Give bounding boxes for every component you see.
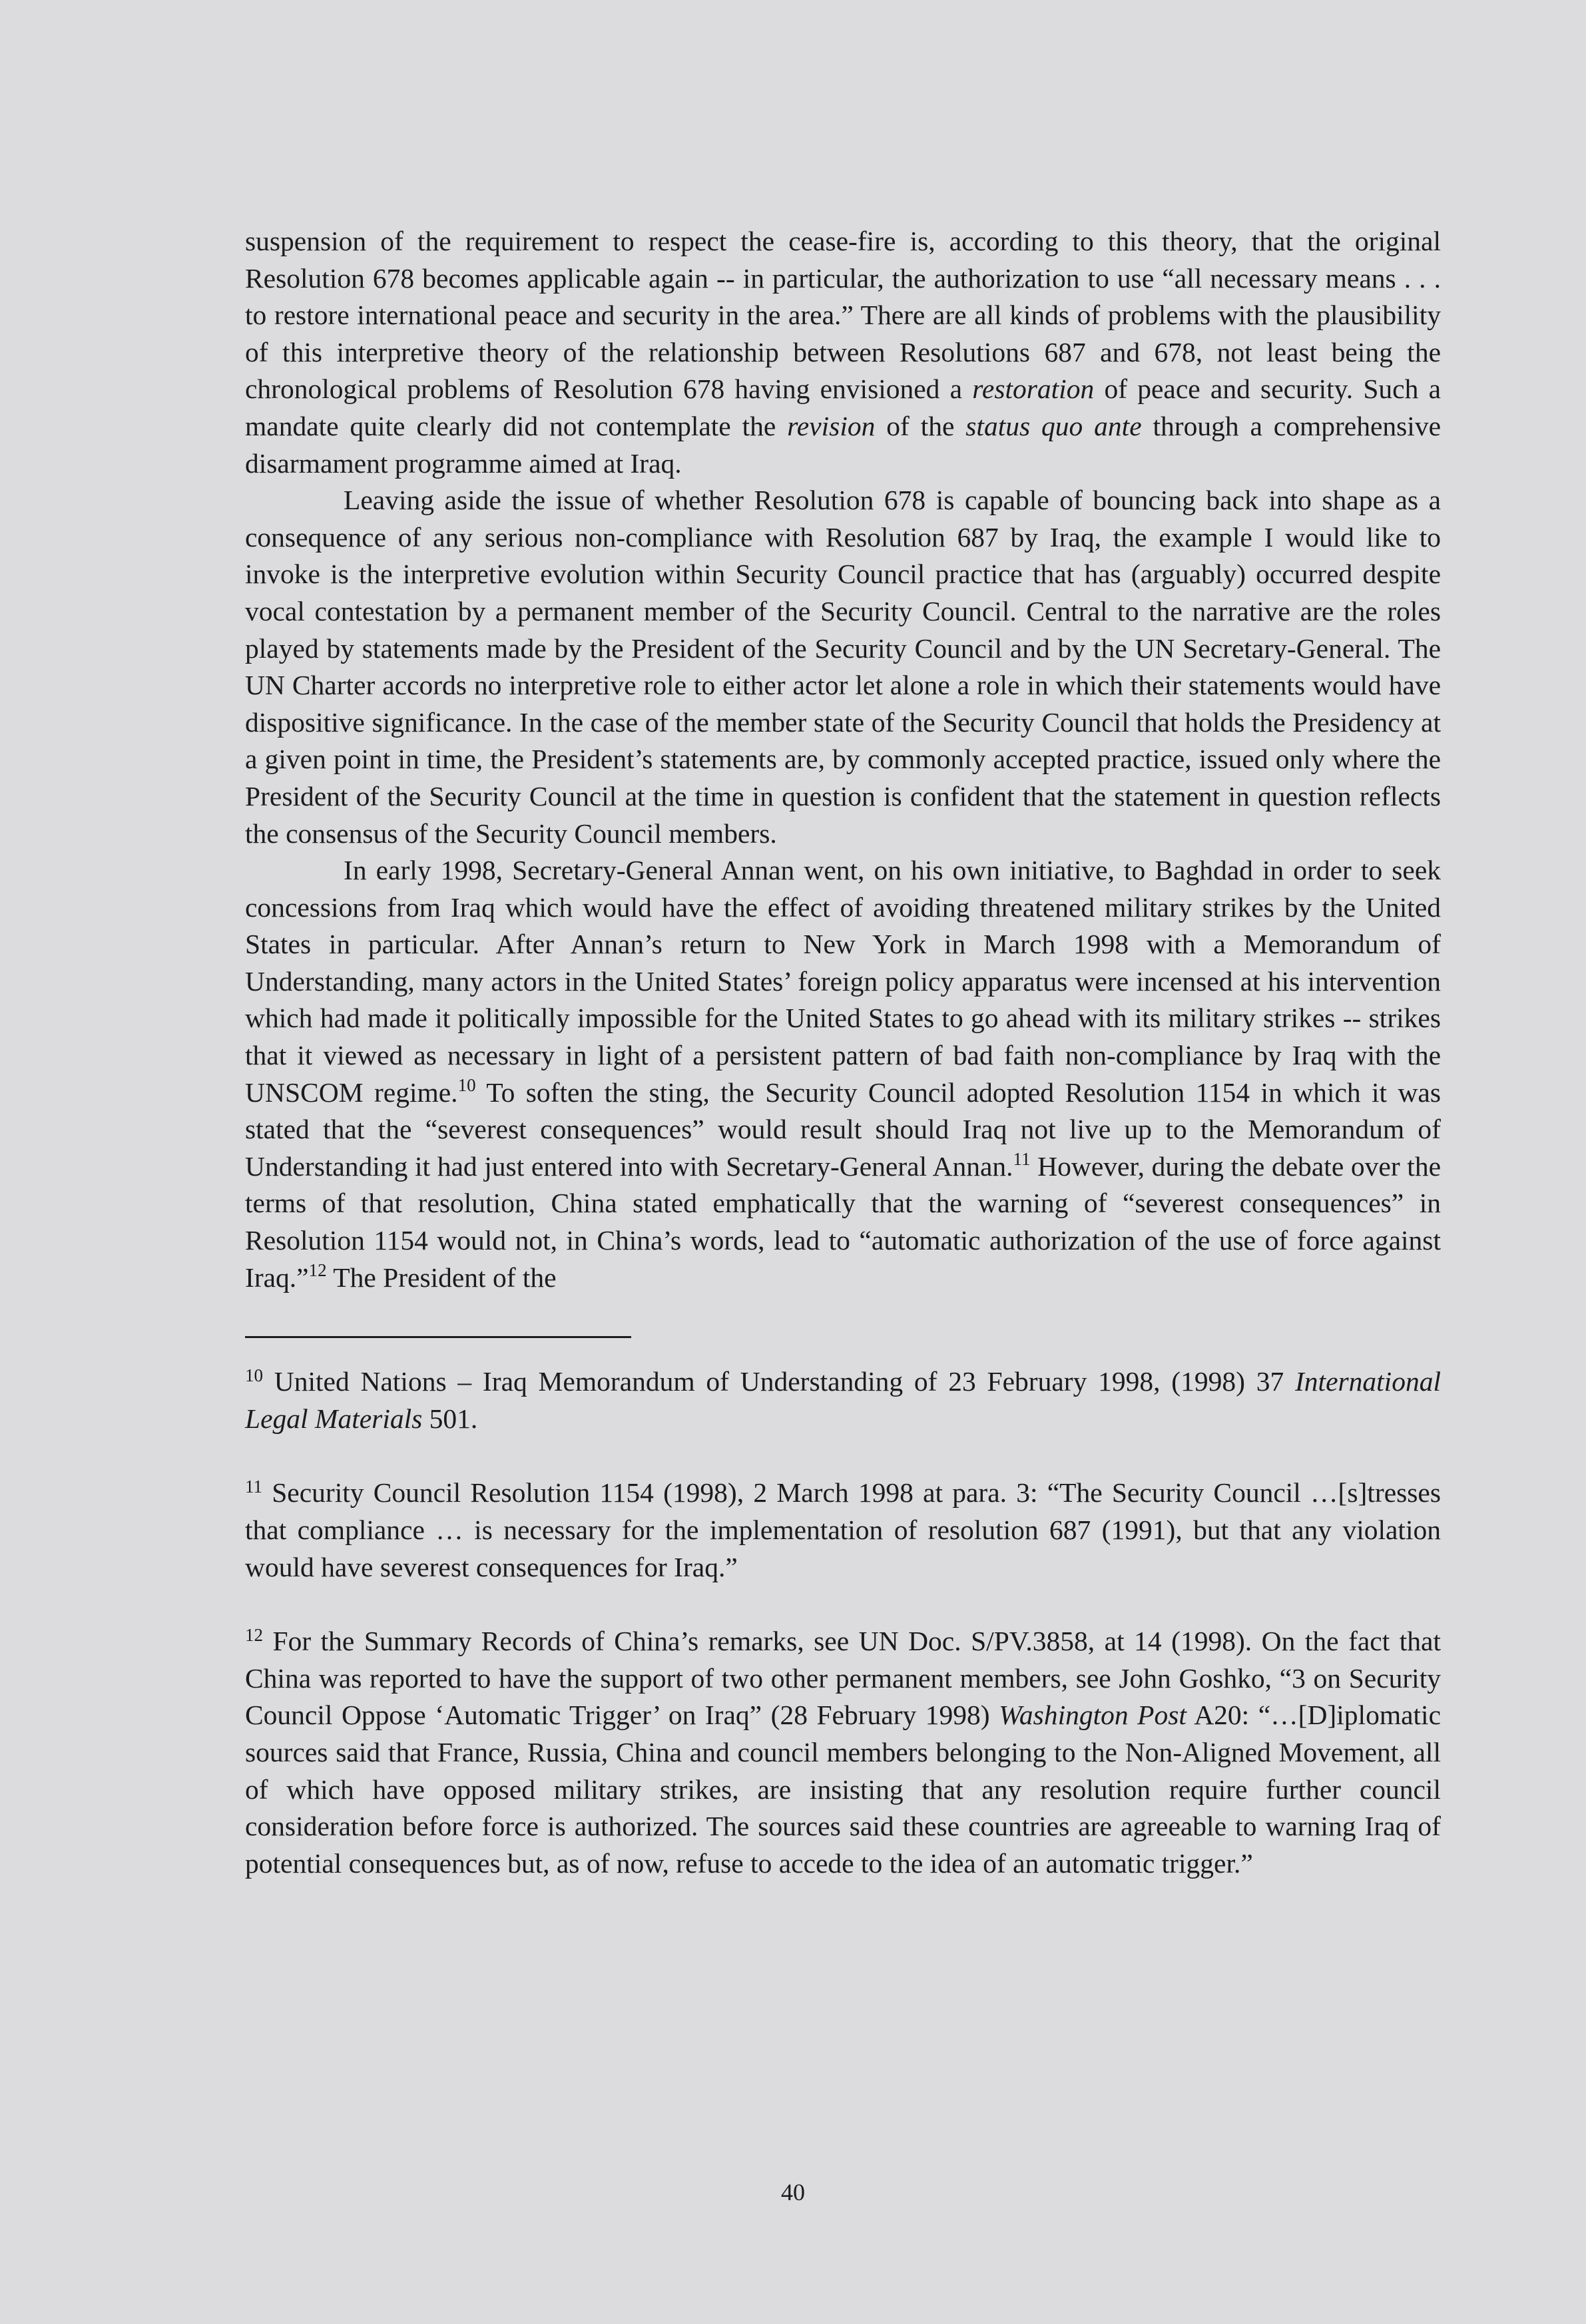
text-run: of peace and security. Such a mandate quite clearly did not contemplate the — [245, 373, 1441, 441]
text-run: To soften the sting, the Security Council adopted Resolution 1154 in which it was stated that the “severest consequences” would result should Iraq not live up to the Memorandum of Understanding it had just entered into with Secretary-General Annan. — [245, 1076, 1441, 1182]
footnote-ref: 11 — [245, 1477, 262, 1497]
footnote-11 — [245, 1475, 1441, 1586]
paragraph-3 — [245, 852, 1441, 1296]
italic-text: International Legal Materials — [245, 1366, 1441, 1434]
page-number: 40 — [781, 2179, 805, 2206]
italic-text: revision — [787, 410, 876, 441]
footnote-separator — [245, 1336, 631, 1338]
text-run: of the — [875, 410, 966, 441]
footnote-ref: 12 — [308, 1260, 327, 1280]
text-run: United Nations – Iraq Memorandum of Understanding of 23 February 1998, (1998) 37 — [263, 1366, 1295, 1397]
text-run: Security Council Resolution 1154 (1998), 2 March 1998 at para. 3: “The Security Council …[s]tresses that compliance … is necessary for the implementation of resolution 687 (1991), but that any violation would have severest consequences for Iraq.” — [245, 1477, 1441, 1582]
text-run: In early 1998, Secretary-General Annan went, on his own initiative, to Baghdad in order to seek concessions from Iraq which would have the effect of avoiding threatened military strikes by the United States in particular. After Annan’s return to New York in March 1998 with a Memorandum of Understanding, many actors in the United States’ foreign policy apparatus were incensed at his intervention which had made it politically impossible for the United States to go ahead with its military strikes -- strikes that it viewed as necessary in light of a persistent pattern of bad faith non-compliance by Iraq with the UNSCOM regime. — [245, 855, 1441, 1108]
italic-text: Washington Post — [999, 1700, 1187, 1731]
text-run: Leaving aside the issue of whether Resolution 678 is capable of bouncing back into shape as a consequence of any serious non-compliance with Resolution 687 by Iraq, the example I would like to invoke is the interpretive evolution within Security Council practice that has (arguably) occurred despite vocal contestation by a permanent member of the Security Council. Central to the narrative are the roles played by statements made by the President of the Security Council and by the UN Secretary-General. The UN Charter accords no interpretive role to either actor let alone a role in which their statements would have dispositive significance. In the case of the member state of the Security Council that holds the Presidency at a given point in time, the President’s statements are, by commonly accepted practice, issued only where the President of the Security Council at the time in question is confident that the statement in question reflects the consensus of the Security Council members. — [245, 485, 1441, 849]
footnote-10 — [245, 1363, 1441, 1437]
text-run: For the Summary Records of China’s remarks, see UN Doc. S/PV.3858, at 14 (1998). On the fact that China was reported to have the support of two other permanent members, see John Goshko, “3 on Security Council Oppose ‘Automatic Trigger’ on Iraq” (28 February 1998) — [245, 1626, 1441, 1731]
main-text — [245, 223, 1441, 1296]
text-run: through a comprehensive disarmament programme aimed at Iraq. — [245, 410, 1441, 479]
footnote-12 — [245, 1623, 1441, 1882]
paragraph-2 — [245, 482, 1441, 852]
italic-text: status quo ante — [965, 410, 1142, 441]
footnote-ref: 10 — [245, 1365, 263, 1386]
italic-text: restoration — [972, 373, 1095, 405]
footnote-ref: 11 — [1013, 1148, 1031, 1169]
text-run: However, during the debate over the terms of that resolution, China stated emphatically that the warning of “severest consequences” in Resolution 1154 would not, in China’s words, lead to “automatic authorization of the use of force against Iraq.” — [245, 1150, 1442, 1293]
footnote-ref: 12 — [245, 1625, 263, 1646]
document-page — [245, 223, 1441, 1919]
footnotes — [245, 1363, 1441, 1882]
text-run: suspension of the requirement to respect the cease-fire is, according to this theory, that the original Resolution 678 becomes applicable again -- in particular, the authorization to use “all necessary means . . . to restore international peace and security in the area.” There are all kinds of problems with the plausibility of this interpretive theory of the relationship between Resolutions 687 and 678, not least being the chronological problems of Resolution 678 having envisioned a — [245, 226, 1441, 405]
text-run: 501. — [422, 1403, 478, 1434]
text-run: The President of the — [326, 1262, 557, 1293]
text-run: A20: “…[D]iplomatic sources said that France, Russia, China and council members belonging to the Non-Aligned Movement, all of which have opposed military strikes, are insisting that any resolution require further council consideration before force is authorized. The sources said these countries are agreeable to warning Iraq of potential consequences but, as of now, refuse to accede to the idea of an automatic trigger.” — [245, 1700, 1441, 1879]
footnote-ref: 10 — [457, 1074, 476, 1095]
paragraph-1 — [245, 223, 1441, 482]
